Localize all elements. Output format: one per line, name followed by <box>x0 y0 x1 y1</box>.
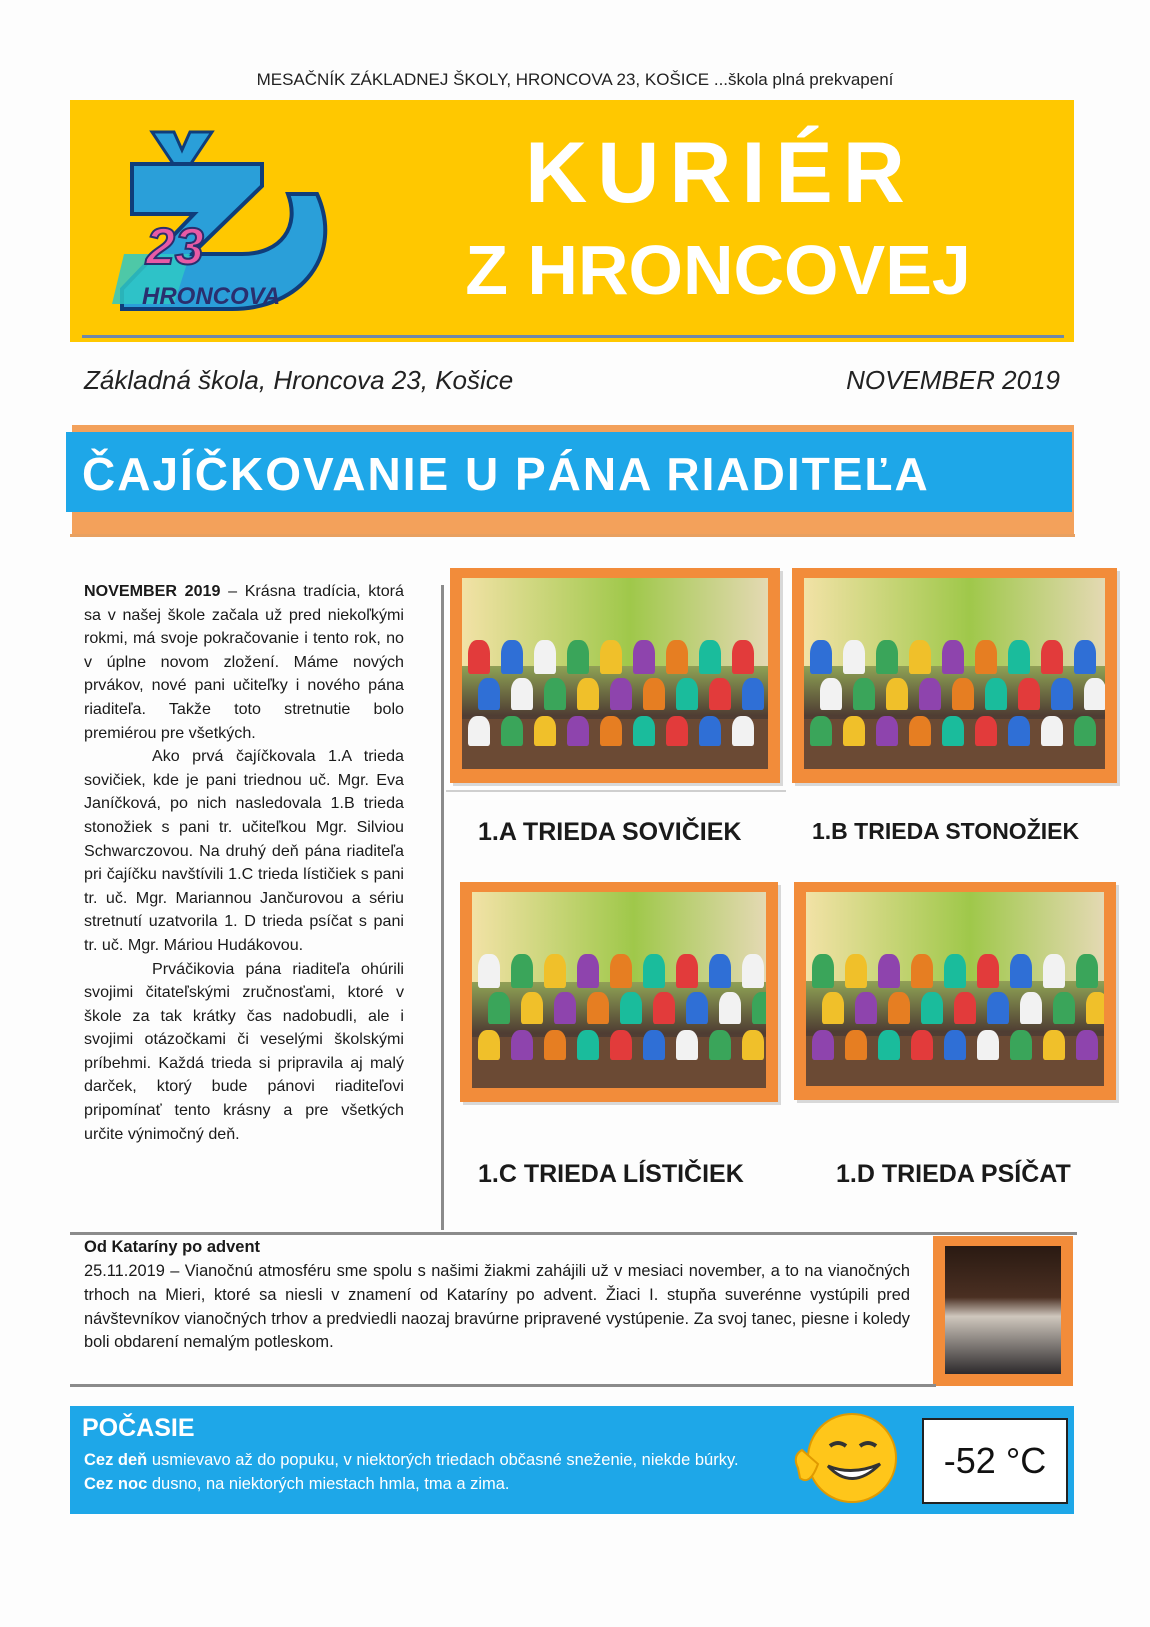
photo-class-1d <box>794 882 1116 1100</box>
photo-figure <box>610 1030 632 1060</box>
school-name: Základná škola, Hroncova 23, Košice <box>84 365 514 395</box>
advent-photo <box>933 1236 1073 1386</box>
section-divider <box>70 1232 1077 1235</box>
photo-figure <box>501 640 523 674</box>
photo-figure <box>633 716 655 746</box>
photo-figure <box>666 640 688 674</box>
temperature-display: -52 °C <box>922 1418 1068 1504</box>
photo-figure <box>909 716 931 746</box>
caption-1a: 1.A TRIEDA SOVIČIEK <box>478 818 742 846</box>
photo-figure <box>977 954 999 988</box>
photo-figure <box>909 640 931 674</box>
section-divider-2 <box>70 1384 936 1387</box>
photo-figure <box>676 1030 698 1060</box>
masthead-subtitle: Z HRONCOVEJ <box>465 231 971 309</box>
photo-figure <box>1018 678 1040 710</box>
photo-figure <box>985 678 1007 710</box>
photo-figure <box>600 716 622 746</box>
photo-figure <box>853 678 875 710</box>
photo-figure <box>544 954 566 988</box>
photo-figure <box>921 992 943 1024</box>
photo-figure <box>567 640 589 674</box>
photo-figure <box>577 954 599 988</box>
photo-figure <box>468 716 490 746</box>
photo-figure <box>719 992 741 1024</box>
photo-figure <box>876 716 898 746</box>
photo-figure <box>843 716 865 746</box>
photo-figure <box>666 716 688 746</box>
photo-figure <box>501 716 523 746</box>
photo-figure <box>686 992 708 1024</box>
main-article <box>84 580 404 1146</box>
article-lead: NOVEMBER 2019 <box>84 582 221 600</box>
photo-figure <box>1043 954 1065 988</box>
article-paragraph-2: Ako prvá čajíčkovala 1.A trieda sovičiek, kde je pani triednou uč. Mgr. Eva Janíčková, po nich nasledovala 1.B trieda stonožiek s pani tr. učiteľkou Mgr. Silviou Schwarczovou. Na druhý deň pána riaditeľa pri čajíčku navštívili 1.C trieda lístičiek s pani tr. uč. Mgr. Mariannou Jančurovou a sériu stretnutí uzatvorila 1. D trieda psíčat s pani tr. uč. Mgr. Máriou Hudákovou. <box>84 747 404 954</box>
photo-figure <box>1043 1030 1065 1060</box>
photo-figure <box>577 1030 599 1060</box>
publication-tagline: MESAČNÍK ZÁKLADNEJ ŠKOLY, HRONCOVA 23, KOŠICE ...škola plná prekvapení <box>256 70 894 89</box>
photo-figure <box>478 678 500 710</box>
photo-figure <box>1053 992 1075 1024</box>
caption-1c: 1.C TRIEDA LÍSTIČIEK <box>478 1160 744 1188</box>
photo-figure <box>1076 1030 1098 1060</box>
photo-figure <box>567 716 589 746</box>
photo-figure <box>699 716 721 746</box>
photo-figure <box>1010 1030 1032 1060</box>
photo-figure <box>1076 954 1098 988</box>
caption-1b: 1.B TRIEDA STONOŽIEK <box>812 818 1080 844</box>
photo-figure <box>534 716 556 746</box>
photo-figure <box>544 678 566 710</box>
photo-figure <box>878 1030 900 1060</box>
photo-figure <box>699 640 721 674</box>
photo-figure <box>709 1030 731 1060</box>
photo-figure <box>876 640 898 674</box>
photo-figure <box>554 992 576 1024</box>
photo-figure <box>944 954 966 988</box>
photo-figure <box>855 992 877 1024</box>
photo-figure <box>975 716 997 746</box>
photo-figure <box>1020 992 1042 1024</box>
photo-figure <box>1010 954 1032 988</box>
photo-figure <box>812 1030 834 1060</box>
photo-figure <box>610 954 632 988</box>
advent-title: Od Kataríny po advent <box>84 1238 261 1256</box>
photo-figure <box>911 954 933 988</box>
photo-figure <box>643 678 665 710</box>
photo-figure <box>919 678 941 710</box>
photo-figure <box>643 954 665 988</box>
photo-figure <box>942 716 964 746</box>
photo-figure <box>478 1030 500 1060</box>
article-paragraph-1: – Krásna tradícia, ktorá sa v našej škole začala už pred niekoľkými rokmi, má svoje pokračovanie i tento rok, no v úplne novom zložení. Máme nových prvákov, nové pani učiteľky i nového pána riaditeľa. Takže toto stretnutie bolo premiérou pre všetkých. <box>84 582 404 742</box>
logo-name: HRONCOVA <box>142 283 281 310</box>
weather-day-label: Cez deň <box>84 1451 148 1469</box>
photo-figure <box>820 678 842 710</box>
weather-text <box>84 1448 744 1496</box>
photo-figure <box>488 992 510 1024</box>
caption-1d: 1.D TRIEDA PSÍČAT <box>836 1160 1071 1188</box>
photo-figure <box>944 1030 966 1060</box>
photo-figure <box>511 678 533 710</box>
photo-figure <box>911 1030 933 1060</box>
column-divider <box>441 585 444 1230</box>
photo-figure <box>653 992 675 1024</box>
photo-figure <box>942 640 964 674</box>
photo-figure <box>1084 678 1105 710</box>
headline-underline <box>70 534 1075 537</box>
photo-figure <box>511 1030 533 1060</box>
photo-figure <box>1051 678 1073 710</box>
logo-number: 23 <box>146 218 204 276</box>
weather-title: POČASIE <box>82 1414 195 1442</box>
photo-class-1c <box>460 882 778 1102</box>
photo-figure <box>954 992 976 1024</box>
issue-date: NOVEMBER 2019 <box>846 365 1060 395</box>
weather-night-text: dusno, na niektorých miestach hmla, tma a zima. <box>147 1475 510 1493</box>
photo-figure <box>888 992 910 1024</box>
photo-figure <box>709 678 731 710</box>
photo-figure <box>812 954 834 988</box>
photo-figure <box>676 954 698 988</box>
photo-figure <box>478 954 500 988</box>
photo-figure <box>742 1030 764 1060</box>
photo-figure <box>521 992 543 1024</box>
photo-figure <box>1041 640 1063 674</box>
photo-figure <box>845 1030 867 1060</box>
photo-figure <box>742 954 764 988</box>
photo-figure <box>732 640 754 674</box>
weather-day-text: usmievavo až do popuku, v niektorých triedach občasné sneženie, niekde búrky. <box>147 1451 739 1469</box>
photo-class-1b <box>792 568 1117 783</box>
masthead-title: KURIÉR <box>525 125 915 221</box>
photo-figure <box>886 678 908 710</box>
photo-figure <box>1074 640 1096 674</box>
photo-figure <box>952 678 974 710</box>
photo-figure <box>1041 716 1063 746</box>
photo-figure <box>643 1030 665 1060</box>
photo-figure <box>534 640 556 674</box>
photo-figure <box>752 992 766 1024</box>
photo-figure <box>544 1030 566 1060</box>
photo-figure <box>577 678 599 710</box>
smiley-icon <box>790 1406 900 1512</box>
photo-figure <box>822 992 844 1024</box>
photo-figure <box>1008 716 1030 746</box>
photo-figure <box>511 954 533 988</box>
school-logo <box>112 104 350 328</box>
photo-figure <box>1074 716 1096 746</box>
photo-figure <box>810 640 832 674</box>
photo-figure <box>633 640 655 674</box>
photo-figure <box>977 1030 999 1060</box>
photo-figure <box>600 640 622 674</box>
photo-figure <box>1008 640 1030 674</box>
photo-class-1a <box>450 568 780 783</box>
weather-night-label: Cez noc <box>84 1475 148 1493</box>
photo-figure <box>732 716 754 746</box>
photo-figure <box>843 640 865 674</box>
advent-body: 25.11.2019 – Vianočnú atmosféru sme spolu s našimi žiakmi zahájili už v mesiaci november, a to na vianočných trhoch na Mieri, ktoré sa niesli v znamení od Kataríny po advent. Žiaci I. stupňa suverénne vystúpili pred návštevníkov vianočných trhov a predviedli naozaj bravúrne pripravené vystúpenie. Za svoj tanec, piesne i koledy boli obdarení nemalým potleskom. <box>84 1262 910 1352</box>
photo-row-rule <box>446 790 786 792</box>
photo-figure <box>676 678 698 710</box>
photo-figure <box>610 678 632 710</box>
masthead-rule <box>82 335 1064 338</box>
photo-figure <box>845 954 867 988</box>
article-paragraph-3: Prváčikovia pána riaditeľa ohúrili svojimi čitateľskými zručnosťami, ktoré v škole za tak krátky čas nadobudli, ale i svojimi otázočkami či veselými školskými príbehmi. Každá trieda si pripravila aj malý darček, ktorý bude pánovi riaditeľovi pripomínať tento krásny a pre všetkých určite výnimočný deň. <box>84 959 404 1143</box>
photo-figure <box>620 992 642 1024</box>
headline: ČAJÍČKOVANIE U PÁNA RIADITEĽA <box>82 448 930 500</box>
photo-figure <box>468 640 490 674</box>
photo-figure <box>878 954 900 988</box>
photo-figure <box>742 678 764 710</box>
photo-figure <box>709 954 731 988</box>
photo-figure <box>975 640 997 674</box>
photo-figure <box>810 716 832 746</box>
photo-figure <box>987 992 1009 1024</box>
photo-figure <box>587 992 609 1024</box>
photo-figure <box>1086 992 1104 1024</box>
